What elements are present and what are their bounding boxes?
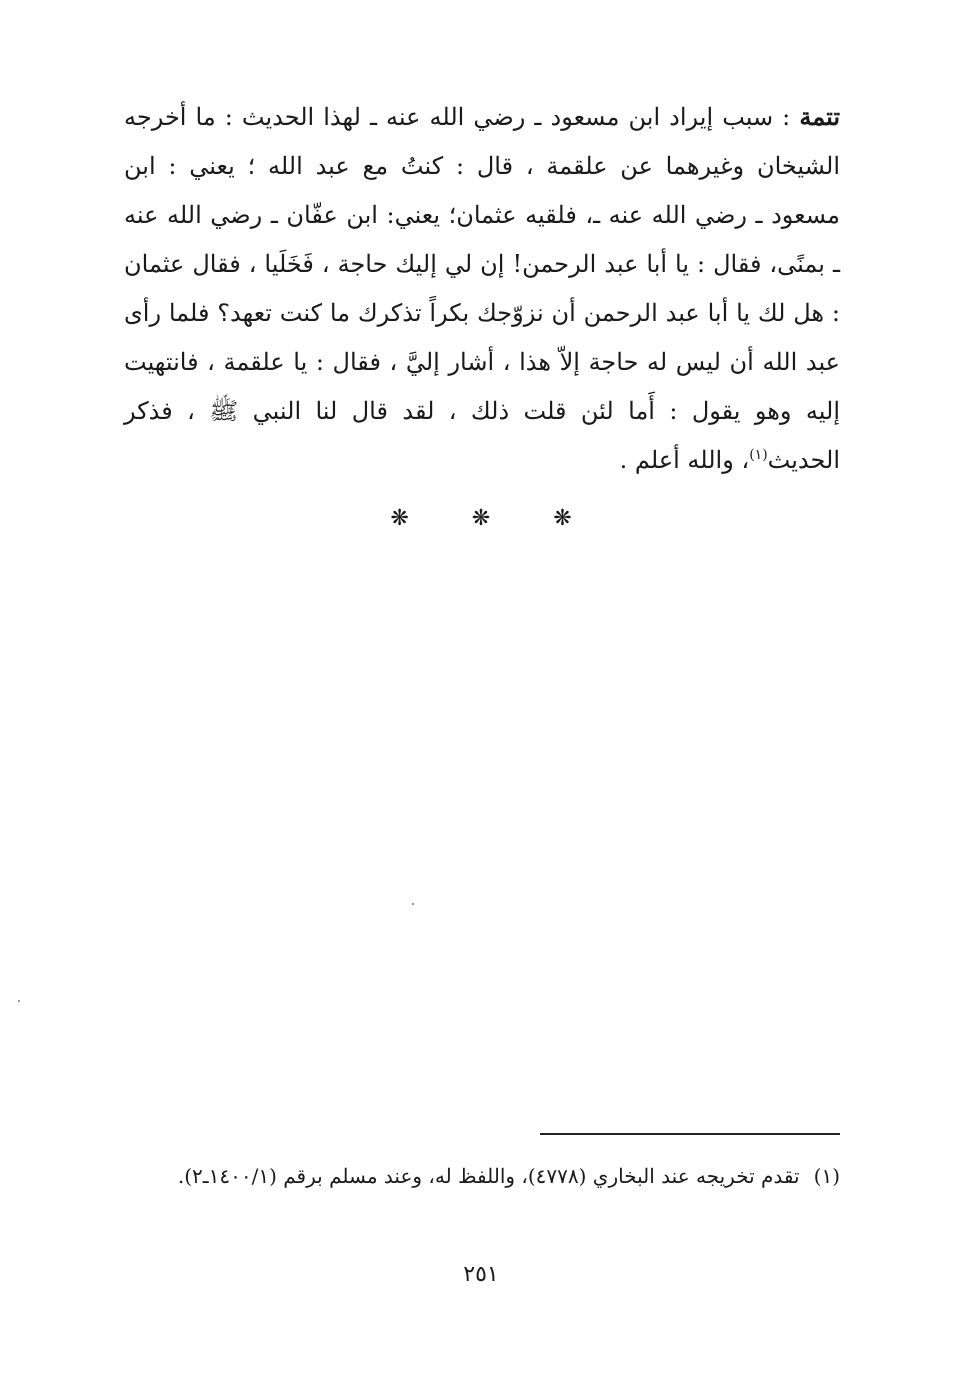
section-lead-word: تتمة (799, 102, 840, 131)
footnote-divider (540, 1133, 840, 1135)
footnote-reference[interactable]: (١) (749, 447, 768, 463)
scan-speck (412, 903, 414, 905)
paragraph-text: : سبب إيراد ابن مسعود ـ رضي الله عنه ـ لهذا الحديث : ما أخرجه الشيخان وغيرهما عن علقمة ، قال : كنتُ مع عبد الله ؛ يعني : ابن مسعود ـ رضي الله عنه ـ، فلقيه عثمان؛ يعني: ابن عفّان ـ رضي الله عنه ـ بمنًى، فقال : يا أبا عبد الرحمن! إن لي إليك حاجة ، فَخَلَيا ، فقال عثمان : هل لك يا أبا عبد الرحمن أن نزوّجك بكراً تذكرك ما كنت تعهد؟ فلما رأى عبد الله أن ليس له حاجة إلاّ هذا ، أشار إليَّ ، فقال : يا علقمة ، فانتهيت إليه وهو يقول : أَما لئن قلت ذلك ، لقد قال لنا النبي ﷺ ، فذكر الحديث (124, 103, 840, 474)
page-number: ٢٥١ (463, 1262, 499, 1287)
section-separator: ❋ ❋ ❋ (390, 506, 600, 531)
paragraph-closing-text: ، والله أعلم . (619, 446, 750, 474)
footnote-text: تقدم تخريجه عند البخاري (٤٧٧٨)، واللفظ له، وعند مسلم برقم (١٤٠٠/١ـ٢). (177, 1164, 800, 1188)
footnote (124, 1158, 840, 1194)
main-paragraph (124, 92, 840, 485)
scan-speck (18, 1000, 20, 1002)
footnote-number: (١) (813, 1164, 840, 1188)
